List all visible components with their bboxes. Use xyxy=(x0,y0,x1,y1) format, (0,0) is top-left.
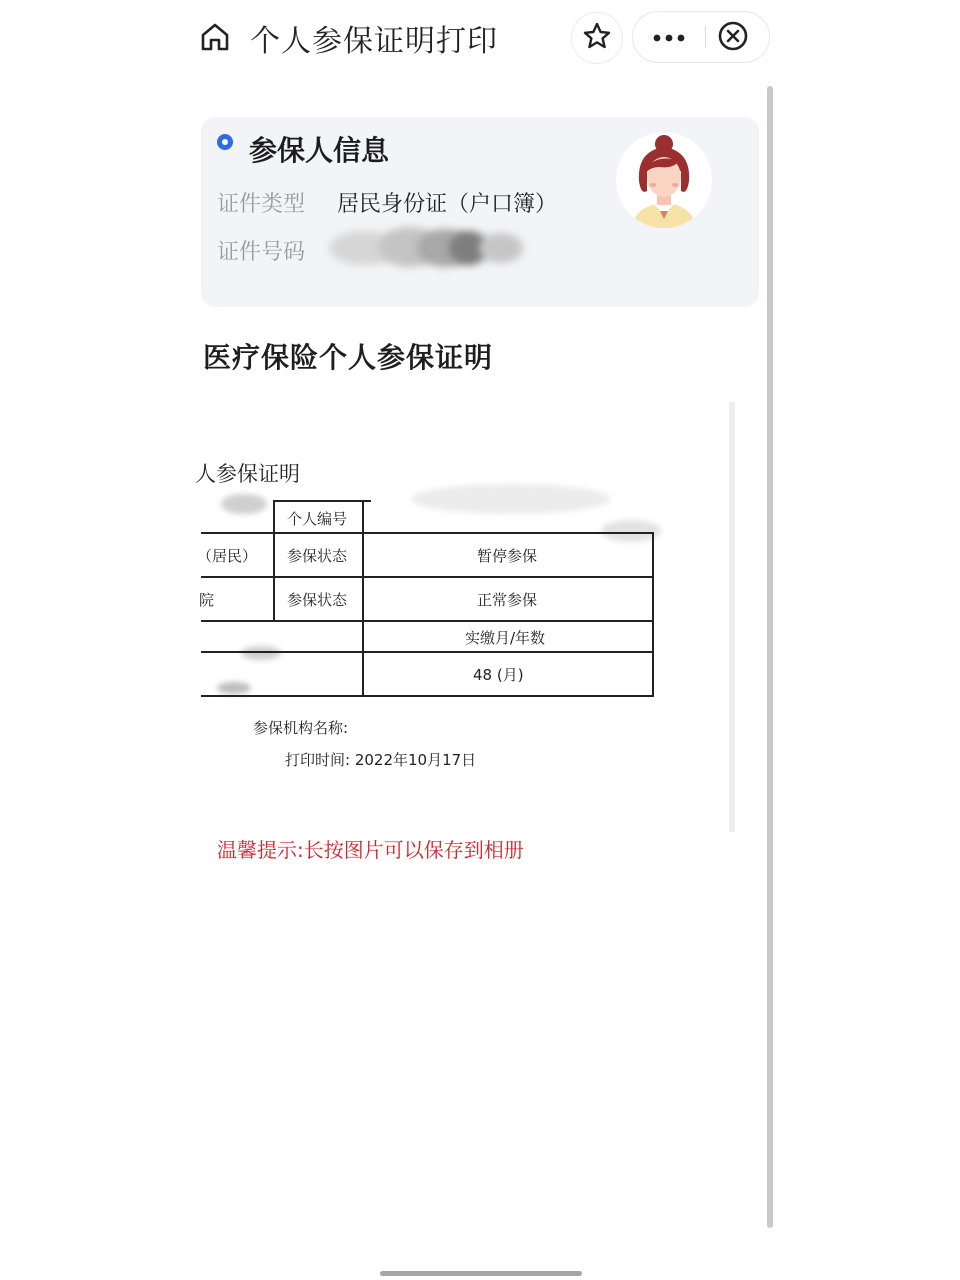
table-line xyxy=(273,500,275,620)
star-icon xyxy=(582,21,612,55)
id-type-label: 证件类型 xyxy=(217,192,306,217)
save-tip: 温馨提示:长按图片可以保存到相册 xyxy=(217,838,524,862)
home-icon[interactable] xyxy=(198,20,232,54)
page-title: 个人参保证明打印 xyxy=(250,24,498,59)
close-circle-icon xyxy=(717,20,749,56)
redacted-smudge xyxy=(221,494,267,514)
insured-info-title: 参保人信息 xyxy=(249,134,390,167)
table-cell: 参保状态 xyxy=(287,547,348,565)
certificate-image[interactable] xyxy=(195,402,741,832)
id-type-value: 居民身份证（户口簿） xyxy=(337,192,558,217)
org-name-label: 参保机构名称: xyxy=(253,719,349,737)
mini-program-capsule xyxy=(632,11,770,63)
table-cell: 院 xyxy=(199,591,215,609)
id-number-redacted xyxy=(329,227,525,269)
table-line xyxy=(201,695,653,697)
table-cell: （居民） xyxy=(197,547,258,565)
personal-no-label: 个人编号 xyxy=(287,510,348,528)
table-line xyxy=(201,576,653,578)
insured-info-card xyxy=(201,117,759,307)
table-line xyxy=(201,651,653,653)
table-line xyxy=(273,500,371,502)
certificate-title: 人参保证明 xyxy=(195,462,300,486)
table-cell: 正常参保 xyxy=(477,591,538,609)
certificate-edge xyxy=(729,402,735,832)
table-line xyxy=(652,532,654,697)
bullet-icon xyxy=(217,134,233,150)
table-line xyxy=(362,500,364,697)
section-heading: 医疗保险个人参保证明 xyxy=(203,341,494,374)
table-line xyxy=(201,532,653,534)
table-cell: 暂停参保 xyxy=(477,547,538,565)
redacted-smudge xyxy=(241,646,281,660)
redacted-smudge xyxy=(411,484,611,514)
table-cell: 参保状态 xyxy=(287,591,348,609)
capsule-divider xyxy=(705,26,706,48)
avatar xyxy=(615,131,713,229)
more-button[interactable] xyxy=(633,12,705,62)
id-number-label: 证件号码 xyxy=(217,240,306,265)
close-button[interactable] xyxy=(713,18,753,58)
page-scrollbar[interactable] xyxy=(767,86,773,1228)
table-line xyxy=(201,620,653,622)
home-indicator[interactable] xyxy=(380,1271,582,1276)
paid-months-header: 实缴月/年数 xyxy=(465,629,546,647)
print-time: 打印时间: 2022年10月17日 xyxy=(285,751,477,769)
more-icon xyxy=(651,28,687,47)
favorite-button[interactable] xyxy=(571,12,623,64)
paid-months-value: 48 (月) xyxy=(473,666,524,684)
redacted-smudge xyxy=(217,682,251,694)
